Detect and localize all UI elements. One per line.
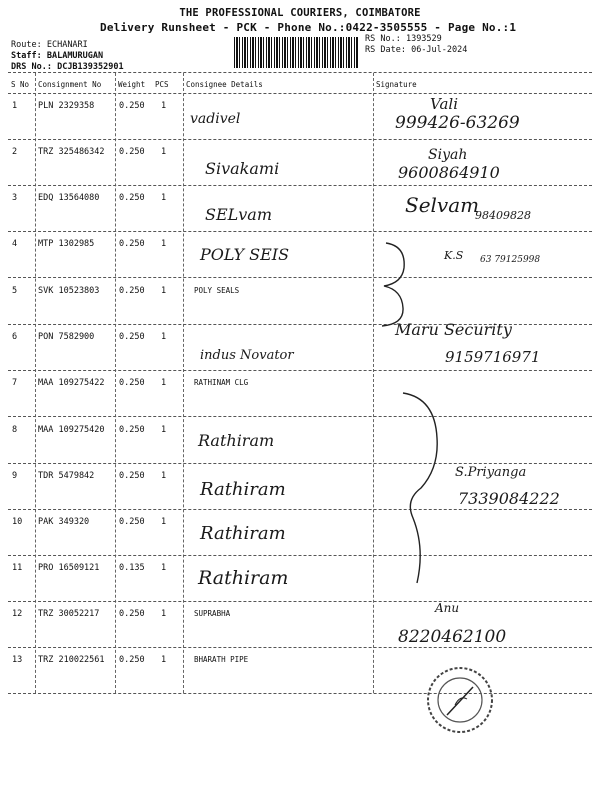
cell-pcs: 1: [161, 239, 167, 249]
cell-pcs: 1: [161, 147, 167, 157]
recipient-signature: Maru Security: [395, 320, 512, 339]
cell-details: RATHINAM CLG: [194, 378, 249, 387]
row-separator: [8, 601, 592, 602]
row-separator: [8, 231, 592, 232]
cell-sno: 13: [12, 655, 23, 665]
cell-consignment: TDR 5479842: [38, 471, 95, 481]
cell-sno: 5: [12, 286, 18, 296]
table-row: [8, 559, 592, 605]
cell-consignment: PLN 2329358: [38, 101, 95, 111]
cell-weight: 0.250: [119, 471, 145, 481]
recipient-phone: 7339084222: [458, 489, 560, 508]
route-staff-block: [11, 40, 124, 73]
recipient-signature: Vali: [430, 95, 458, 113]
recipient-phone: 999426-63269: [395, 113, 520, 133]
row-separator: [8, 277, 592, 278]
row-separator: [8, 693, 592, 694]
staff-value: BALAMURUGAN: [46, 51, 104, 61]
row-separator: [8, 463, 592, 464]
cell-details: POLY SEALS: [194, 286, 240, 295]
cell-weight: 0.250: [119, 655, 145, 665]
recipient-phone: 9159716971: [445, 348, 541, 366]
recipient-phone: 9600864910: [398, 163, 500, 182]
cell-weight: 0.250: [119, 193, 145, 203]
table-row: [8, 513, 592, 559]
handwritten-consignee: vadivel: [190, 111, 241, 127]
recipient-signature: Siyah: [428, 147, 468, 163]
row-separator: [8, 555, 592, 556]
cell-consignment: TRZ 30052217: [38, 609, 100, 619]
col-pcs-header: PCS: [155, 80, 169, 89]
header-top-rule: [8, 72, 592, 73]
handwritten-consignee: Rathiram: [198, 567, 289, 589]
cell-weight: 0.250: [119, 101, 145, 111]
cell-consignment: TRZ 325486342: [38, 147, 105, 157]
recipient-signature: Selvam: [405, 193, 480, 217]
handwritten-consignee: indus Novator: [200, 348, 294, 363]
cell-sno: 12: [12, 609, 23, 619]
cell-consignment: PAK 349320: [38, 517, 90, 527]
rs-date-line: RS Date: 06-Jul-2024: [365, 45, 468, 55]
cell-sno: 9: [12, 471, 18, 481]
cell-weight: 0.250: [119, 378, 145, 388]
recipient-signature: Anu: [435, 601, 460, 615]
cell-consignment: TRZ 210022561: [38, 655, 105, 665]
table-row: [8, 374, 592, 420]
recipient-phone: 8220462100: [398, 627, 507, 647]
handwritten-consignee: POLY SEIS: [200, 245, 290, 264]
recipient-phone: 98409828: [475, 209, 531, 222]
col-sno-header: S No: [11, 80, 30, 89]
staff-line: Staff: BALAMURUGAN: [11, 51, 104, 61]
brace-stroke: [395, 388, 455, 588]
col-signature-header: Signature: [376, 80, 417, 89]
cell-sno: 7: [12, 378, 18, 388]
cell-consignment: PON 7582900: [38, 332, 95, 342]
rs-block: [365, 34, 467, 56]
cell-consignment: SVK 10523803: [38, 286, 100, 296]
cell-sno: 3: [12, 193, 18, 203]
route-line: Route: ECHANARI: [11, 40, 88, 50]
cell-consignment: MTP 1302985: [38, 239, 95, 249]
barcode: [234, 37, 358, 68]
row-separator: [8, 185, 592, 186]
header-bottom-rule: [8, 93, 592, 94]
drs-line: DRS No.: DCJB139352901: [11, 62, 124, 72]
cell-weight: 0.250: [119, 239, 145, 249]
table-row: [8, 421, 592, 467]
company-title: THE PROFESSIONAL COURIERS, COIMBATORE: [179, 7, 421, 19]
cell-weight: 0.135: [119, 563, 145, 573]
row-separator: [8, 416, 592, 417]
rs-no-value: 1393529: [405, 34, 442, 44]
cell-consignment: MAA 109275422: [38, 378, 105, 388]
row-separator: [8, 139, 592, 140]
cell-pcs: 1: [161, 378, 167, 388]
handwritten-consignee: Rathiram: [198, 431, 275, 450]
handwritten-consignee: Rathiram: [200, 523, 286, 544]
row-separator: [8, 647, 592, 648]
cell-sno: 2: [12, 147, 18, 157]
col-weight-header: Weight: [118, 80, 146, 89]
cell-details: SUPRABHA: [194, 609, 231, 618]
cell-sno: 11: [12, 563, 23, 573]
cell-sno: 10: [12, 517, 23, 527]
table-row: [8, 651, 592, 697]
cell-sno: 1: [12, 101, 18, 111]
cell-weight: 0.250: [119, 517, 145, 527]
cell-details: BHARATH PIPE: [194, 655, 249, 664]
cell-weight: 0.250: [119, 332, 145, 342]
handwritten-consignee: Rathiram: [200, 479, 286, 500]
table-row: [8, 143, 592, 189]
cell-weight: 0.250: [119, 147, 145, 157]
cell-pcs: 1: [161, 563, 167, 573]
cell-weight: 0.250: [119, 425, 145, 435]
recipient-signature: K.S: [444, 249, 464, 262]
cell-consignment: MAA 109275420: [38, 425, 105, 435]
brace-stroke: [376, 238, 436, 328]
drs-value: DCJB139352901: [57, 62, 124, 72]
col-consignment-header: Consignment No: [38, 80, 102, 89]
cell-consignment: EDQ 13564080: [38, 193, 100, 203]
route-value: ECHANARI: [46, 40, 88, 50]
cell-pcs: 1: [161, 425, 167, 435]
cell-pcs: 1: [161, 471, 167, 481]
cell-pcs: 1: [161, 609, 167, 619]
runsheet-title: Delivery Runsheet - PCK - Phone No.:0422-3505555 - Page No.:1: [100, 21, 517, 34]
cell-pcs: 1: [161, 332, 167, 342]
cell-sno: 4: [12, 239, 18, 249]
cell-sno: 8: [12, 425, 18, 435]
cell-weight: 0.250: [119, 609, 145, 619]
handwritten-consignee: SELvam: [205, 205, 273, 224]
recipient-signature: S.Priyanga: [455, 465, 527, 480]
cell-weight: 0.250: [119, 286, 145, 296]
handwritten-consignee: Sivakami: [205, 159, 280, 178]
courier-seal: [425, 665, 495, 735]
cell-pcs: 1: [161, 286, 167, 296]
col-details-header: Consignee Details: [186, 80, 263, 89]
cell-pcs: 1: [161, 655, 167, 665]
cell-pcs: 1: [161, 517, 167, 527]
cell-pcs: 1: [161, 193, 167, 203]
cell-sno: 6: [12, 332, 18, 342]
rs-date-value: 06-Jul-2024: [411, 45, 468, 55]
row-separator: [8, 509, 592, 510]
row-separator: [8, 370, 592, 371]
cell-consignment: PRO 16509121: [38, 563, 100, 573]
cell-pcs: 1: [161, 101, 167, 111]
recipient-phone: 63 79125998: [480, 255, 541, 265]
rs-no-line: RS No.: 1393529: [365, 34, 442, 44]
